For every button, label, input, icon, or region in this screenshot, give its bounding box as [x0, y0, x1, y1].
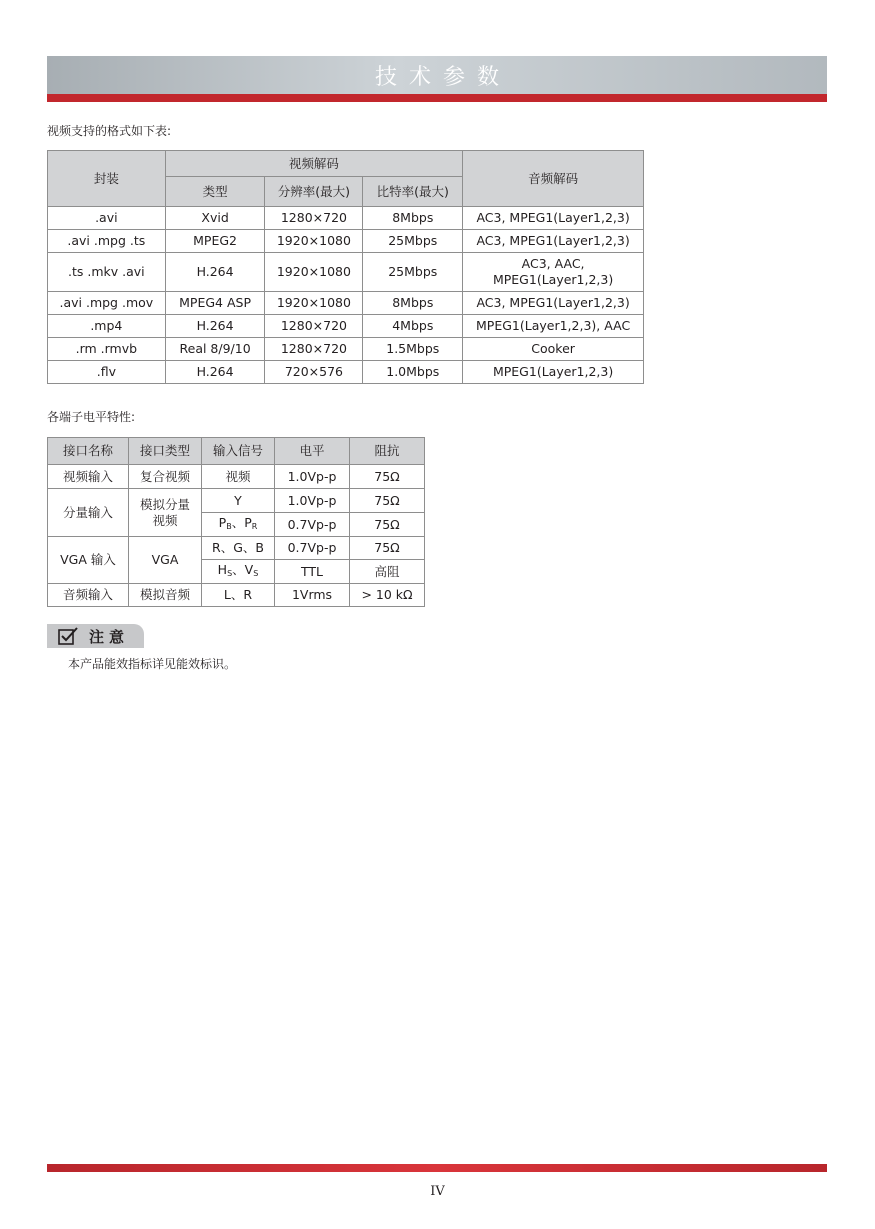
cell-bitrate: 1.0Mbps [363, 361, 463, 384]
table-row [48, 315, 644, 338]
table-row [48, 207, 644, 230]
cell-audio: AC3, MPEG1(Layer1,2,3) [463, 230, 644, 253]
cell-impedance: 75Ω [350, 465, 425, 489]
cell-port-type [129, 489, 202, 537]
audio-line: MPEG1(Layer1,2,3) [492, 272, 614, 287]
checkbox-check-icon [57, 625, 79, 647]
cell-impedance: 高阻 [350, 560, 425, 584]
video-caption: 视频支持的格式如下表: [47, 124, 172, 138]
cell-signal: L、R [202, 584, 275, 607]
table-row [48, 584, 425, 607]
cell-signal: $P_B$、$P_R$ [202, 513, 275, 537]
cell-port-type: 模拟音频 [129, 584, 202, 607]
cell-audio [463, 253, 644, 292]
cell-level: 1Vrms [275, 584, 350, 607]
cell-port-name: 视频输入 [48, 465, 129, 489]
cell-port-type: 复合视频 [129, 465, 202, 489]
cell-audio: AC3, MPEG1(Layer1,2,3) [463, 207, 644, 230]
cell-signal: $H_S$、$V_S$ [202, 560, 275, 584]
header-audio-decode: 音频解码 [463, 151, 644, 207]
signal-caption: 各端子电平特性: [47, 410, 136, 424]
cell-container: .flv [48, 361, 166, 384]
type-line: 模拟分量 [139, 496, 190, 512]
cell-audio: MPEG1(Layer1,2,3), AAC [463, 315, 644, 338]
cell-resolution: 1920×1080 [265, 253, 363, 292]
cell-port-name: 音频输入 [48, 584, 129, 607]
cell-level: 0.7Vp-p [275, 537, 350, 560]
cell-bitrate: 8Mbps [363, 207, 463, 230]
header-bitrate: 比特率(最大) [363, 177, 463, 207]
cell-resolution: 1920×1080 [265, 292, 363, 315]
cell-level: 0.7Vp-p [275, 513, 350, 537]
cell-signal: Y [202, 489, 275, 513]
cell-type: Real 8/9/10 [165, 338, 265, 361]
signal-level-table [47, 437, 425, 607]
table-row [48, 489, 425, 513]
header-accent-bar [47, 94, 827, 102]
table-row [48, 253, 644, 292]
cell-port-name: VGA 输入 [48, 537, 129, 584]
table-row [48, 465, 425, 489]
cell-audio: AC3, MPEG1(Layer1,2,3) [463, 292, 644, 315]
type-line: 视频 [152, 512, 178, 528]
cell-bitrate: 8Mbps [363, 292, 463, 315]
cell-level: 1.0Vp-p [275, 465, 350, 489]
cell-container: .mp4 [48, 315, 166, 338]
header-port-name: 接口名称 [48, 438, 129, 465]
note-label: 注意 [89, 627, 130, 646]
cell-type: MPEG2 [165, 230, 265, 253]
header-port-type: 接口类型 [129, 438, 202, 465]
note-tag [47, 624, 144, 648]
cell-signal: R、G、B [202, 537, 275, 560]
cell-type: Xvid [165, 207, 265, 230]
cell-type: H.264 [165, 315, 265, 338]
cell-impedance: > 10 kΩ [350, 584, 425, 607]
cell-audio: MPEG1(Layer1,2,3) [463, 361, 644, 384]
note-text: 本产品能效指标详见能效标识。 [68, 657, 237, 671]
cell-container: .avi .mpg .ts [48, 230, 166, 253]
table-row [48, 537, 425, 560]
cell-container: .avi [48, 207, 166, 230]
cell-port-name: 分量输入 [48, 489, 129, 537]
footer-accent-bar [47, 1164, 827, 1172]
audio-line: AC3, AAC, [521, 256, 585, 271]
header-banner [47, 56, 827, 94]
header-video-decode: 视频解码 [165, 151, 463, 177]
header-input-signal: 输入信号 [202, 438, 275, 465]
page-title: 技术参数 [374, 64, 511, 90]
table-row [48, 338, 644, 361]
cell-type: H.264 [165, 361, 265, 384]
cell-resolution: 1920×1080 [265, 230, 363, 253]
table-row [48, 230, 644, 253]
cell-bitrate: 1.5Mbps [363, 338, 463, 361]
cell-container: .avi .mpg .mov [48, 292, 166, 315]
cell-level: 1.0Vp-p [275, 489, 350, 513]
cell-impedance: 75Ω [350, 537, 425, 560]
table-row [48, 292, 644, 315]
cell-impedance: 75Ω [350, 489, 425, 513]
cell-container: .ts .mkv .avi [48, 253, 166, 292]
page-number: IV [430, 1184, 445, 1199]
header-resolution: 分辨率(最大) [265, 177, 363, 207]
cell-bitrate: 4Mbps [363, 315, 463, 338]
cell-type: MPEG4 ASP [165, 292, 265, 315]
table-row [48, 361, 644, 384]
video-format-table [47, 150, 644, 384]
header-impedance: 阻抗 [350, 438, 425, 465]
cell-type: H.264 [165, 253, 265, 292]
cell-resolution: 720×576 [265, 361, 363, 384]
header-container: 封装 [48, 151, 166, 207]
cell-bitrate: 25Mbps [363, 230, 463, 253]
cell-signal: 视频 [202, 465, 275, 489]
cell-resolution: 1280×720 [265, 315, 363, 338]
cell-resolution: 1280×720 [265, 207, 363, 230]
header-type: 类型 [165, 177, 265, 207]
cell-bitrate: 25Mbps [363, 253, 463, 292]
cell-audio: Cooker [463, 338, 644, 361]
cell-port-type: VGA [129, 537, 202, 584]
header-level: 电平 [275, 438, 350, 465]
cell-container: .rm .rmvb [48, 338, 166, 361]
cell-level: TTL [275, 560, 350, 584]
cell-resolution: 1280×720 [265, 338, 363, 361]
cell-impedance: 75Ω [350, 513, 425, 537]
